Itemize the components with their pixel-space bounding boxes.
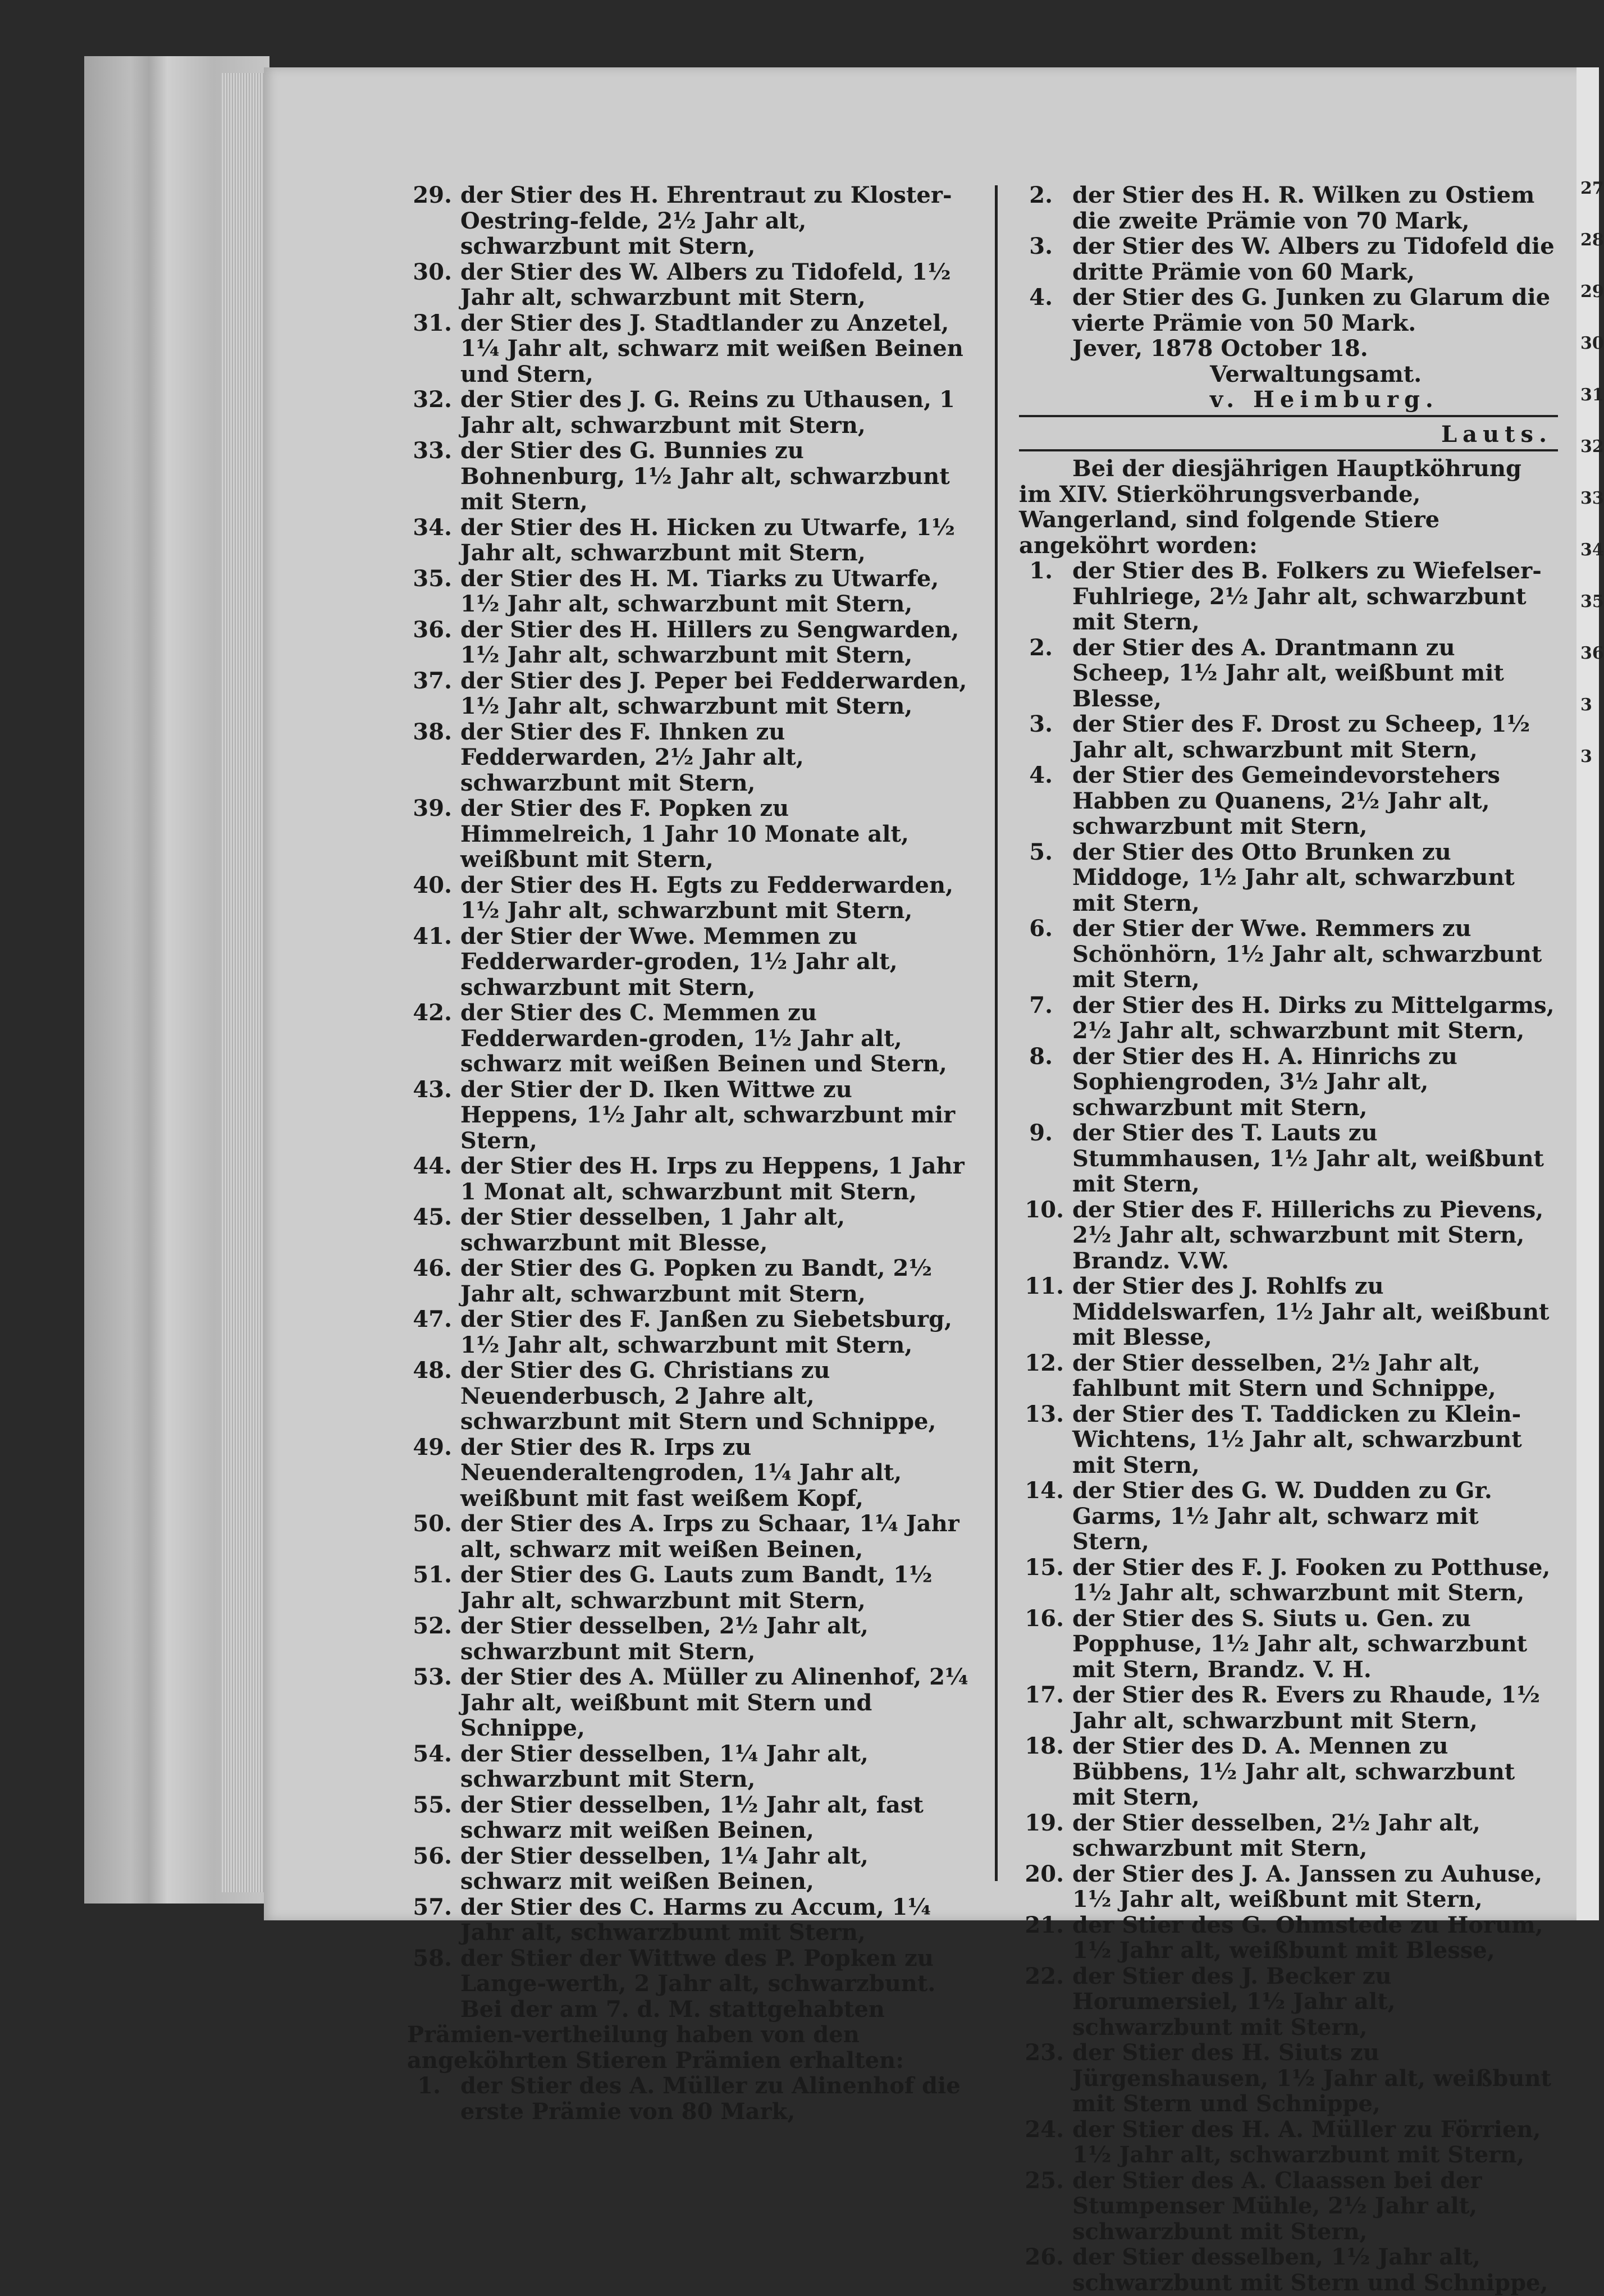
entry-number: 3. [1029,233,1053,259]
entry-text: der Stier des G. Ohmstede zu Horum, 1½ Jahr alt, weißbunt mit Blesse, [1072,1911,1543,1964]
margin-number: 36 [1580,643,1604,663]
entry-number: 6. [1029,915,1053,942]
list-item [407,438,968,515]
entry-text: der Stier des F. Ihnken zu Fedderwarden, 2½ Jahr alt, schwarzbunt mit Stern, [460,718,804,796]
list-item [1019,2040,1558,2117]
entry-text: der Stier des Otto Brunken zu Middoge, 1½ Jahr alt, schwarzbunt mit Stern, [1072,838,1515,916]
list-item [1019,711,1558,763]
entry-text: der Stier der D. Iken Wittwe zu Heppens, 1½ Jahr alt, schwarzbunt mir Stern, [460,1076,956,1154]
entry-number: 48. [413,1357,452,1384]
entry-text: der Stier des D. A. Mennen zu Bübbens, 1½ Jahr alt, schwarzbunt mit Stern, [1072,1733,1515,1810]
list-item [1019,234,1558,285]
right-entries-list [1019,558,1558,2295]
entry-text: der Stier des H. M. Tiarks zu Utwarfe, 1½ Jahr alt, schwarzbunt mit Stern, [460,565,939,617]
entry-text: der Stier des F. Popken zu Himmelreich, 1 Jahr 10 Monate alt, weißbunt mit Stern, [460,795,909,873]
entry-number: 47. [413,1306,452,1332]
entry-number: 24. [1025,2116,1064,2143]
entry-number: 15. [1025,1554,1064,1581]
entry-number: 4. [1029,762,1053,788]
entry-text: der Stier des F. Drost zu Scheep, 1½ Jahr alt, schwarzbunt mit Stern, [1072,711,1530,763]
list-item [407,1946,968,1997]
list-item [407,1307,968,1358]
section-intro: Bei der diesjährigen Hauptköhrung im XIV. Stierköhrungsverbande, Wangerland, sind folgende Stiere angeköhrt worden: [1019,455,1522,559]
list-item [407,719,968,796]
entry-text: der Stier des F. Janßen zu Siebetsburg, 1½ Jahr alt, schwarzbunt mit Stern, [460,1306,952,1358]
list-item [1019,285,1558,336]
list-item [1019,1478,1558,1555]
entry-number: 36. [413,616,452,643]
list-item [407,1077,968,1154]
list-item [407,1664,968,1741]
entry-text: der Stier des A. Claassen bei der Stumpenser Mühle, 2½ Jahr alt, schwarzbunt mit Stern, [1072,2167,1482,2245]
entry-text: der Stier des J. A. Janssen zu Auhuse, 1½ Jahr alt, weißbunt mit Stern, [1072,1860,1543,1912]
entry-text: der Stier des A. Drantmann zu Scheep, 1½ Jahr alt, weißbunt mit Blesse, [1072,634,1504,712]
list-item [407,1613,968,1664]
entry-number: 7. [1029,992,1053,1019]
entry-text: der Stier des W. Albers zu Tidofeld die dritte Prämie von 60 Mark, [1072,233,1555,285]
list-item [407,1562,968,1613]
list-item [407,1358,968,1435]
entry-text: der Stier des A. Müller zu Alinenhof, 2¼ Jahr alt, weißbunt mit Stern und Schnippe, [460,1664,968,1741]
list-item [1019,1861,1558,1912]
list-item [407,796,968,873]
list-item [407,1895,968,1946]
list-item [407,311,968,387]
entry-number: 39. [413,795,452,821]
entry-number: 22. [1025,1962,1064,1989]
list-item [407,1741,968,1792]
list-item [407,1153,968,1204]
entry-number: 44. [413,1153,452,1179]
entry-number: 10. [1025,1196,1064,1223]
entry-number: 1. [1029,558,1053,584]
entry-text: der Stier des H. R. Wilken zu Ostiem die zweite Prämie von 70 Mark, [1072,182,1535,234]
entry-number: 42. [413,999,452,1026]
margin-number: 32 [1580,437,1604,457]
list-item [1019,916,1558,993]
list-item [407,924,968,1001]
entry-text: der Stier desselben, 2½ Jahr alt, schwarzbunt mit Stern, [1072,1809,1480,1861]
entry-text: der Stier des G. Bunnies zu Bohnenburg, 1½ Jahr alt, schwarzbunt mit Stern, [460,437,950,515]
margin-number: 33 [1580,489,1604,508]
entry-number: 58. [413,1944,452,1971]
list-item [407,387,968,438]
list-item [1019,993,1558,1044]
list-item [1019,1810,1558,1861]
entry-number: 12. [1025,1349,1064,1376]
entry-text: der Stier des J. Becker zu Horumersiel, 1½ Jahr alt, schwarzbunt mit Stern, [1072,1962,1396,2041]
list-item [1019,2168,1558,2245]
entry-text: der Stier des R. Irps zu Neuenderaltengroden, 1¼ Jahr alt, weißbunt mit fast weißem Kopf, [460,1434,902,1512]
list-item [1019,1044,1558,1121]
list-item [407,1256,968,1307]
entry-number: 19. [1025,1809,1064,1836]
entry-number: 18. [1025,1733,1064,1759]
entry-text: der Stier des J. Peper bei Fedderwarden, 1½ Jahr alt, schwarzbunt mit Stern, [460,667,967,719]
entry-text: der Stier des G. W. Dudden zu Gr. Garms, 1½ Jahr alt, schwarz mit Stern, [1072,1477,1492,1555]
entry-text: der Stier des J. Rohlfs zu Middelswarfen, 1½ Jahr alt, weißbunt mit Blesse, [1072,1273,1550,1350]
list-item [1019,2117,1558,2168]
entry-number: 41. [413,923,452,950]
entry-number: 45. [413,1204,452,1230]
list-item [407,668,968,719]
list-item [407,873,968,924]
entry-text: der Stier der Wwe. Remmers zu Schönhörn, 1½ Jahr alt, schwarzbunt mit Stern, [1072,915,1542,993]
entry-text: der Stier des G. Lauts zum Bandt, 1½ Jahr alt, schwarzbunt mit Stern, [460,1562,933,1614]
list-item [407,1792,968,1843]
entry-number: 34. [413,514,452,541]
entry-text: der Stier des C. Harms zu Accum, 1¼ Jahr alt, schwarzbunt mit Stern, [460,1893,931,1946]
entry-text: der Stier des F. J. Fooken zu Potthuse, 1½ Jahr alt, schwarzbunt mit Stern, [1072,1554,1551,1606]
list-item [407,1435,968,1512]
entry-number: 35. [413,565,452,592]
entry-text: der Stier des H. Hicken zu Utwarfe, 1½ Jahr alt, schwarzbunt mit Stern, [460,514,956,566]
entry-text: der Stier des Gemeindevorstehers Habben zu Quanens, 2½ Jahr alt, schwarzbunt mit Stern, [1072,762,1500,839]
entry-number: 8. [1029,1043,1053,1070]
section-rule [1019,415,1558,417]
entry-number: 25. [1025,2167,1064,2194]
entry-number: 54. [413,1740,452,1767]
entry-number: 5. [1029,838,1053,865]
list-item [1019,839,1558,916]
margin-number: 35 [1580,592,1604,611]
entry-number: 43. [413,1076,452,1103]
entry-number: 33. [413,437,452,464]
column-divider [995,185,998,1881]
signature: v. Heimburg. [1210,386,1439,413]
entry-number: 20. [1025,1860,1064,1887]
entry-text: der Stier desselben, 1½ Jahr alt, schwarzbunt mit Stern und Schnippe, [1072,2244,1548,2296]
left-entries-list [407,182,968,1997]
entry-text: der Stier des B. Folkers zu Wiefelser-Fuhlriege, 2½ Jahr alt, schwarzbunt mit Stern, [1072,558,1542,635]
entry-number: 23. [1025,2039,1064,2066]
entry-number: 1. [417,2073,441,2099]
margin-number: 34 [1580,540,1604,560]
list-item [1019,1273,1558,1350]
entry-text: der Stier des H. Dirks zu Mittelgarms, 2½ Jahr alt, schwarzbunt mit Stern, [1072,992,1555,1044]
list-item [1019,763,1558,839]
entry-number: 14. [1025,1477,1064,1504]
entry-number: 29. [413,182,452,208]
entry-number: 16. [1025,1605,1064,1632]
list-item [1019,1733,1558,1810]
margin-number: 31 [1580,385,1604,405]
entry-text: der Stier desselben, 1¼ Jahr alt, schwarzbunt mit Stern, [460,1740,869,1792]
entry-text: der Stier des F. Hillerichs zu Pievens, 2½ Jahr alt, schwarzbunt mit Stern, Brandz. V.W. [1072,1196,1544,1274]
prize-list [1019,182,1558,336]
entry-text: der Stier des T. Taddicken zu Klein-Wichtens, 1½ Jahr alt, schwarzbunt mit Stern, [1072,1400,1522,1478]
author-name: Lauts. [1441,421,1552,448]
entry-text: der Stier des T. Lauts zu Stummhausen, 1½ Jahr alt, weißbunt mit Stern, [1072,1120,1544,1197]
entry-number: 40. [413,871,452,898]
entry-text: der Stier der Wwe. Memmen zu Fedderwarder-groden, 1½ Jahr alt, schwarzbunt mit Stern, [460,923,898,1001]
margin-number: 3 [1580,747,1592,766]
list-item [1019,1682,1558,1733]
margin-number: 27 [1580,179,1604,198]
list-item [1019,1197,1558,1274]
prize-entry [407,2073,968,2124]
entry-text: der Stier des G. Junken zu Glarum die vierte Prämie von 50 Mark. [1072,284,1551,336]
office-name: Verwaltungsamt. [1210,360,1422,387]
list-item [407,259,968,311]
entry-text: der Stier des H. Egts zu Fedderwarden, 1½ Jahr alt, schwarzbunt mit Stern, [460,871,954,924]
entry-text: der Stier des J. G. Reins zu Uthausen, 1 Jahr alt, schwarzbunt mit Stern, [460,386,955,439]
entry-text: der Stier des H. A. Müller zu Förrien, 1½ Jahr alt, schwarzbunt mit Stern, [1072,2116,1541,2168]
entry-text: der Stier des S. Siuts u. Gen. zu Popphuse, 1½ Jahr alt, schwarzbunt mit Stern, Brandz. V. H. [1072,1605,1528,1683]
list-item [407,1843,968,1895]
prize-intro: Bei der am 7. d. M. stattgehabten Prämien-vertheilung haben von den angeköhrten Stieren Prämien erhalten: [407,1996,904,2074]
entry-number: 9. [1029,1120,1053,1146]
entry-text: der Stier desselben, 1 Jahr alt, schwarzbunt mit Blesse, [460,1204,846,1256]
entry-number: 37. [413,667,452,694]
list-item [1019,1555,1558,1606]
entry-number: 50. [413,1510,452,1537]
entry-text: der Stier des G. Popken zu Bandt, 2½ Jahr alt, schwarzbunt mit Stern, [460,1255,933,1307]
list-item [407,182,968,259]
margin-number: 29 [1580,282,1604,302]
entry-text: der Stier des H. A. Hinrichs zu Sophiengroden, 3½ Jahr alt, schwarzbunt mit Stern, [1072,1043,1457,1121]
entry-text: der Stier des C. Memmen zu Fedderwarden-groden, 1½ Jahr alt, schwarz mit weißen Beinen und Stern, [460,999,947,1077]
right-column [1019,182,1558,2295]
entry-text: der Stier der Wittwe des P. Popken zu Lange-werth, 2 Jahr alt, schwarzbunt. [460,1944,936,1997]
entry-number: 52. [413,1613,452,1639]
entry-number: 32. [413,386,452,413]
list-item [407,1511,968,1562]
dateline: Jever, 1878 October 18. [1072,335,1368,362]
entry-text: der Stier desselben, 2½ Jahr alt, fahlbunt mit Stern und Schnippe, [1072,1349,1496,1402]
list-item [1019,635,1558,712]
list-item [407,566,968,617]
entry-number: 46. [413,1255,452,1281]
list-item [407,515,968,566]
list-item [407,617,968,668]
margin-number: 3 [1580,695,1592,715]
entry-number: 38. [413,718,452,745]
entry-text: der Stier des H. Siuts zu Jürgenshausen, 1½ Jahr alt, weißbunt mit Stern und Schnippe, [1072,2039,1552,2117]
left-column [407,182,968,2124]
entry-number: 31. [413,309,452,336]
list-item [1019,558,1558,635]
entry-number: 56. [413,1842,452,1869]
section-rule [1019,449,1558,451]
list-item [1019,2244,1558,2295]
entry-text: der Stier des A. Müller zu Alinenhof die erste Prämie von 80 Mark, [460,2073,961,2125]
entry-number: 55. [413,1791,452,1818]
margin-number: 28 [1580,230,1604,250]
entry-number: 53. [413,1664,452,1690]
list-item [407,1000,968,1077]
entry-text: der Stier desselben, 1½ Jahr alt, fast schwarz mit weißen Beinen, [460,1791,924,1843]
entry-number: 51. [413,1562,452,1588]
entry-number: 4. [1029,284,1053,311]
list-item [1019,1350,1558,1402]
entry-number: 2. [1029,634,1053,661]
entry-number: 21. [1025,1911,1064,1938]
entry-text: der Stier des W. Albers zu Tidofeld, 1½ Jahr alt, schwarzbunt mit Stern, [460,258,951,311]
entry-number: 3. [1029,711,1053,737]
entry-number: 49. [413,1434,452,1460]
entry-number: 30. [413,258,452,285]
entry-text: der Stier des H. Hillers zu Sengwarden, 1½ Jahr alt, schwarzbunt mit Stern, [460,616,959,668]
list-item [1019,1402,1558,1478]
entry-number: 26. [1025,2244,1064,2270]
entry-text: der Stier des R. Evers zu Rhaude, 1½ Jahr alt, schwarzbunt mit Stern, [1072,1682,1540,1734]
list-item [1019,1120,1558,1197]
list-item [1019,182,1558,234]
entry-number: 11. [1025,1273,1064,1299]
entry-number: 57. [413,1893,452,1920]
entry-number: 17. [1025,1682,1064,1708]
entry-text: der Stier des H. Irps zu Heppens, 1 Jahr 1 Monat alt, schwarzbunt mit Stern, [460,1153,965,1205]
entry-text: der Stier desselben, 1¼ Jahr alt, schwarz mit weißen Beinen, [460,1842,869,1895]
entry-text: der Stier desselben, 2½ Jahr alt, schwarzbunt mit Stern, [460,1613,869,1665]
entry-number: 13. [1025,1400,1064,1427]
margin-number: 30 [1580,334,1604,353]
list-item [407,1204,968,1256]
entry-number: 2. [1029,182,1053,208]
next-page-margin-numbers [1580,163,1604,783]
list-item [1019,1606,1558,1683]
list-item [1019,1912,1558,1964]
entry-text: der Stier des A. Irps zu Schaar, 1¼ Jahr alt, schwarz mit weißen Beinen, [460,1510,959,1563]
list-item [1019,1964,1558,2041]
entry-text: der Stier des H. Ehrentraut zu Kloster-Oestring-felde, 2½ Jahr alt, schwarzbunt mit Stern, [460,182,952,259]
entry-text: der Stier des G. Christians zu Neuenderbusch, 2 Jahre alt, schwarzbunt mit Stern und Schnippe, [460,1357,936,1435]
entry-text: der Stier des J. Stadtlander zu Anzetel, 1¼ Jahr alt, schwarz mit weißen Beinen und Stern, [460,309,963,387]
